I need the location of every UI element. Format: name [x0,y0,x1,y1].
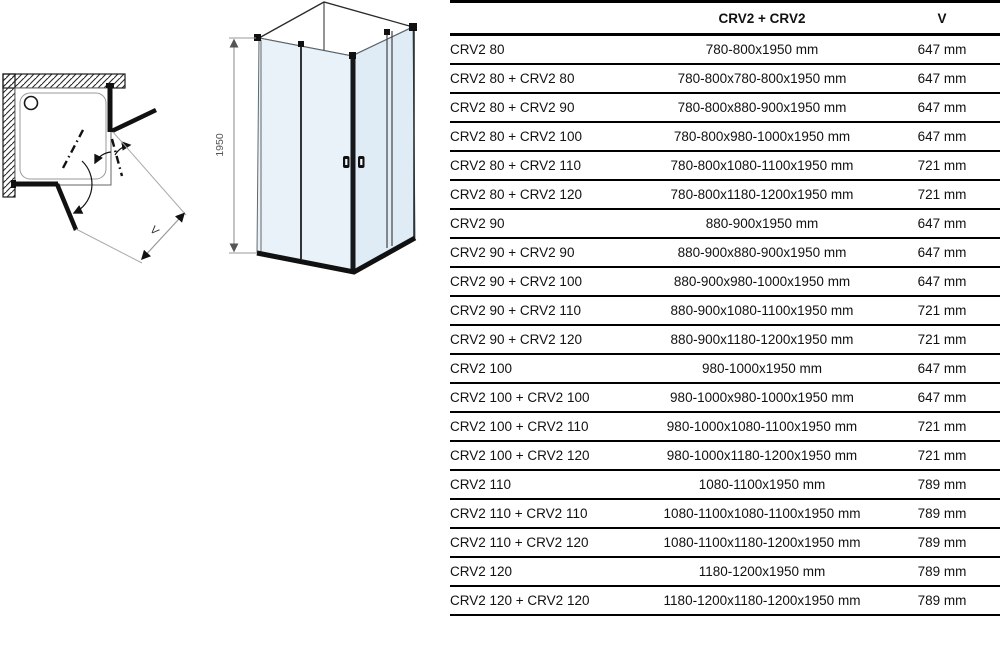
dimensions-cell: 980-1000x980-1000x1950 mm [670,389,854,405]
table-row [450,354,1000,383]
dimensions-cell: 980-1000x1950 mm [701,360,823,376]
model-cell: CRV2 100 + CRV2 110 [450,418,589,434]
v-cell: 647 mm [917,273,967,289]
dimensions-cell: 1080-1100x1950 mm [698,476,826,492]
v-dimension-label: V [147,224,161,238]
dimensions-cell: 780-800x980-1000x1950 mm [673,128,851,144]
spec-table-container [450,0,1000,668]
table-row [450,35,1000,64]
v-cell: 647 mm [917,41,967,57]
dimensions-cell: 980-1000x1180-1200x1950 mm [666,447,858,463]
model-cell: CRV2 80 + CRV2 90 [450,99,575,115]
dimensions-cell: 1180-1200x1180-1200x1950 mm [663,592,861,608]
header-v: V [937,10,947,26]
wall-left [3,74,15,197]
dimensions-cell: 780-800x880-900x1950 mm [677,99,847,115]
table-row [450,209,1000,238]
table-row [450,470,1000,499]
table-row [450,412,1000,441]
door-right-halfopen [112,139,122,176]
model-cell: CRV2 110 + CRV2 110 [450,505,588,521]
v-cell: 789 mm [917,592,967,608]
v-cell: 721 mm [917,186,967,202]
hinge-top-right [409,23,417,31]
v-extension-line-a [113,132,186,215]
dimensions-cell: 880-900x1080-1100x1950 mm [670,302,854,318]
v-cell: 647 mm [917,360,967,376]
table-row [450,151,1000,180]
hinge-corner [349,52,356,59]
glass-face-left [257,38,354,271]
header-dimensions: CRV2 + CRV2 [718,10,806,26]
dimensions-cell: 1080-1100x1180-1200x1950 mm [663,534,861,550]
dimensions-cell: 780-800x1080-1100x1950 mm [670,157,854,173]
drain-circle [25,97,38,110]
v-cell: 721 mm [917,331,967,347]
dimensions-cell: 880-900x880-900x1950 mm [677,244,847,260]
table-row [450,383,1000,412]
spec-table [450,0,1000,616]
dimensions-cell: 1080-1100x1080-1100x1950 mm [663,505,861,521]
model-cell: CRV2 90 + CRV2 100 [450,273,582,289]
table-header-row [450,2,1000,35]
table-row [450,296,1000,325]
isometric-diagram [210,0,425,285]
dimensions-cell: 980-1000x1080-1100x1950 mm [666,418,858,434]
hinge-right-divider [384,29,390,35]
v-cell: 789 mm [917,476,967,492]
wall-bracket-top [106,83,114,88]
model-cell: CRV2 80 + CRV2 110 [450,157,581,173]
table-row [450,93,1000,122]
v-cell: 647 mm [917,128,967,144]
glass-face-right [352,27,415,271]
dimensions-cell: 880-900x980-1000x1950 mm [673,273,851,289]
dimensions-cell: 780-800x780-800x1950 mm [677,70,847,86]
table-row [450,325,1000,354]
top-view-diagram [0,0,210,275]
v-cell: 789 mm [917,534,967,550]
v-cell: 647 mm [917,215,967,231]
dimensions-cell: 880-900x1180-1200x1950 mm [670,331,854,347]
v-dimension-line [142,214,184,260]
table-row [450,238,1000,267]
model-cell: CRV2 110 + CRV2 120 [450,534,589,550]
model-cell: CRV2 100 + CRV2 120 [450,447,590,463]
table-row [450,122,1000,151]
model-cell: CRV2 80 [450,41,505,57]
v-cell: 789 mm [917,563,967,579]
model-cell: CRV2 90 + CRV2 90 [450,244,575,260]
table-row [450,557,1000,586]
v-cell: 647 mm [917,389,967,405]
dimensions-cell: 780-800x1180-1200x1950 mm [670,186,854,202]
door-bottom-open [57,184,76,230]
table-row [450,180,1000,209]
model-cell: CRV2 100 [450,360,513,376]
table-row [450,499,1000,528]
model-cell: CRV2 120 [450,563,513,579]
model-cell: CRV2 90 [450,215,505,231]
v-cell: 721 mm [917,157,967,173]
model-cell: CRV2 110 [450,476,512,492]
v-cell: 647 mm [917,244,967,260]
v-cell: 789 mm [917,505,967,521]
dimensions-cell: 780-800x1950 mm [705,41,819,57]
door-handle-right [358,156,365,168]
dimensions-cell: 1180-1200x1950 mm [698,563,826,579]
swing-arc-right [115,145,130,155]
v-cell: 647 mm [917,70,967,86]
table-row [450,586,1000,615]
model-cell: CRV2 80 + CRV2 100 [450,128,582,144]
table-row [450,441,1000,470]
height-dimension-label: 1950 [214,133,226,157]
v-cell: 721 mm [917,302,967,318]
door-right-open [112,110,156,131]
model-cell: CRV2 90 + CRV2 110 [450,302,581,318]
table-row [450,64,1000,93]
table-row [450,267,1000,296]
model-cell: CRV2 100 + CRV2 100 [450,389,590,405]
hinge-left-divider [298,41,304,47]
v-extension-line-b [76,229,142,263]
header-model [450,2,640,35]
model-cell: CRV2 80 + CRV2 120 [450,186,582,202]
v-cell: 647 mm [917,99,967,115]
door-handle-left [343,156,350,168]
v-cell: 721 mm [917,447,967,463]
model-cell: CRV2 90 + CRV2 120 [450,331,582,347]
wall-bracket-left [11,180,16,188]
table-row [450,528,1000,557]
v-cell: 721 mm [917,418,967,434]
model-cell: CRV2 120 + CRV2 120 [450,592,590,608]
model-cell: CRV2 80 + CRV2 80 [450,70,575,86]
dimensions-cell: 880-900x1950 mm [705,215,819,231]
